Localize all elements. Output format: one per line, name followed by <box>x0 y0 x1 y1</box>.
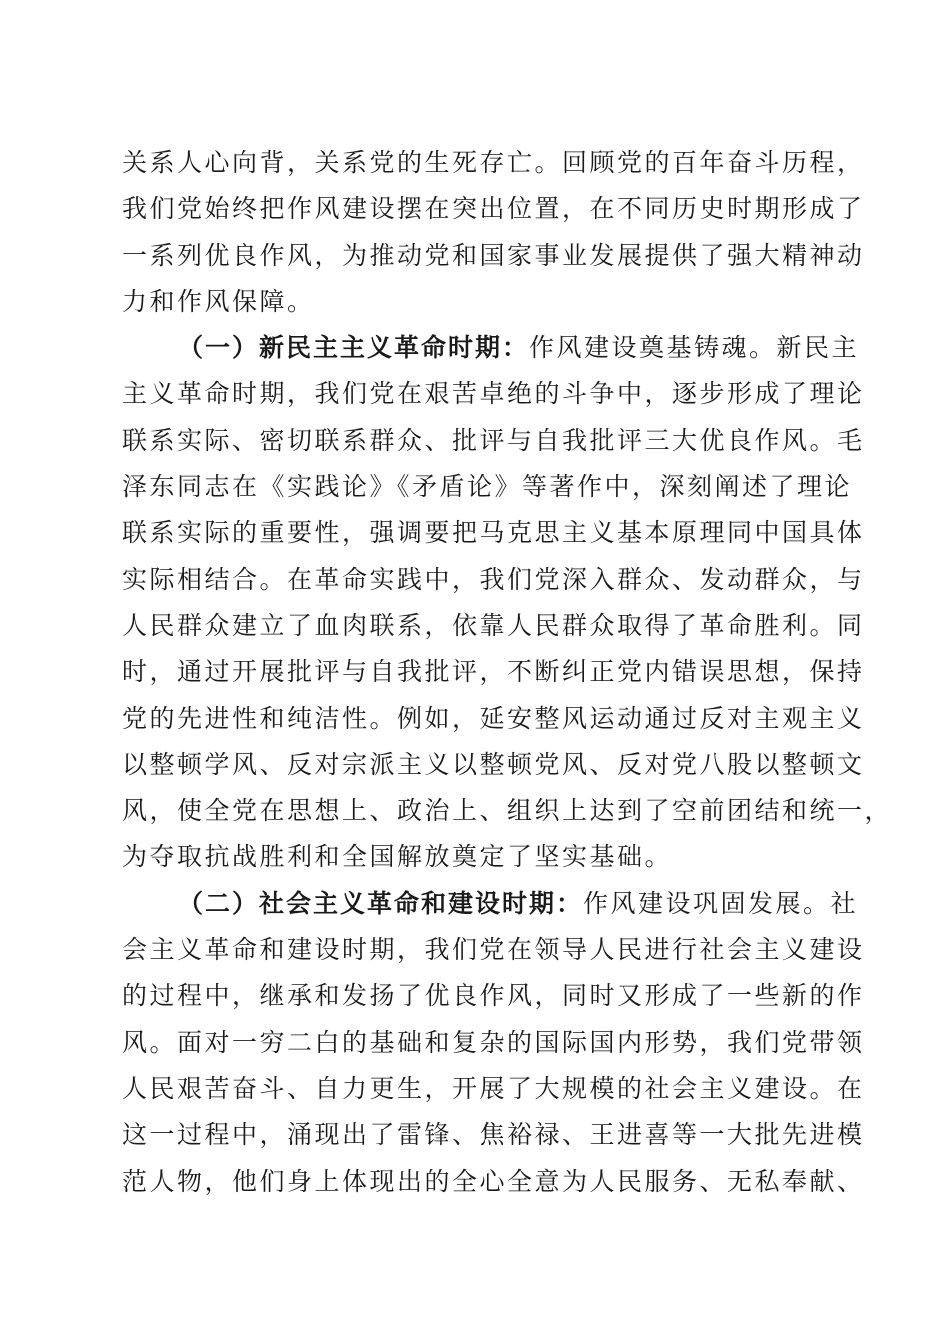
paragraph-3-line: 风。面对一穷二白的基础和复杂的国际国内形势，我们党带领 <box>122 1027 865 1057</box>
section-1-lead: 作风建设奠基铸魂。新民主 <box>529 333 860 363</box>
paragraph-3-line: 这一过程中，涌现出了雷锋、焦裕禄、王进喜等一大批先进模 <box>122 1120 865 1150</box>
paragraph-2-line: 时，通过开展批评与自我批评，不断纠正党内错误思想，保持 <box>122 657 865 687</box>
paragraph-2-line: 风，使全党在思想上、政治上、组织上达到了空前团结和统一， <box>122 796 893 826</box>
paragraph-1-line: 力和作风保障。 <box>122 286 315 316</box>
section-1-heading: （一）新民主主义革命时期： <box>178 333 530 363</box>
paragraph-3-line: 的过程中，继承和发扬了优良作风，同时又形成了一些新的作 <box>122 981 865 1011</box>
paragraph-2-line: 人民群众建立了血肉联系，依靠人民群众取得了革命胜利。同 <box>122 610 865 640</box>
paragraph-2-line: 联系实际、密切联系群众、批评与自我批评三大优良作风。毛 <box>122 425 865 455</box>
section-2-lead: 作风建设巩固发展。社 <box>583 888 859 918</box>
paragraph-3-line: 人民艰苦奋斗、自力更生，开展了大规模的社会主义建设。在 <box>122 1073 865 1103</box>
paragraph-2-line: 泽东同志在《实践论》《矛盾论》等著作中，深刻阐述了理论 <box>122 472 853 502</box>
paragraph-1-line: 一系列优良作风，为推动党和国家事业发展提供了强大精神动 <box>122 240 865 270</box>
paragraph-1-line: 关系人心向背，关系党的生死存亡。回顾党的百年奋斗历程， <box>122 148 865 177</box>
paragraph-3-first-line <box>122 881 859 927</box>
paragraph-2-line: 联系实际的重要性，强调要把马克思主义基本原理同中国具体 <box>122 518 865 548</box>
paragraph-1-line: 我们党始终把作风建设摆在突出位置，在不同历史时期形成了 <box>122 194 865 224</box>
paragraph-2-line: 党的先进性和纯洁性。例如，延安整风运动通过反对主观主义 <box>122 703 865 733</box>
paragraph-3-line: 会主义革命和建设时期，我们党在领导人民进行社会主义建设 <box>122 935 865 965</box>
paragraph-2-line: 实际相结合。在革命实践中，我们党深入群众、发动群众，与 <box>122 564 865 594</box>
paragraph-2-first-line <box>122 325 860 371</box>
paragraph-3-line: 范人物，他们身上体现出的全心全意为人民服务、无私奉献、 <box>122 1166 865 1196</box>
paragraph-2-line: 为夺取抗战胜利和全国解放奠定了坚实基础。 <box>122 842 673 872</box>
paragraph-2-line: 主义革命时期，我们党在艰苦卓绝的斗争中，逐步形成了理论 <box>122 379 865 409</box>
body-text <box>122 140 893 1205</box>
paragraph-2-line: 以整顿学风、反对宗派主义以整顿党风、反对党八股以整顿文 <box>122 749 865 779</box>
section-2-heading: （二）社会主义革命和建设时期： <box>178 888 584 918</box>
